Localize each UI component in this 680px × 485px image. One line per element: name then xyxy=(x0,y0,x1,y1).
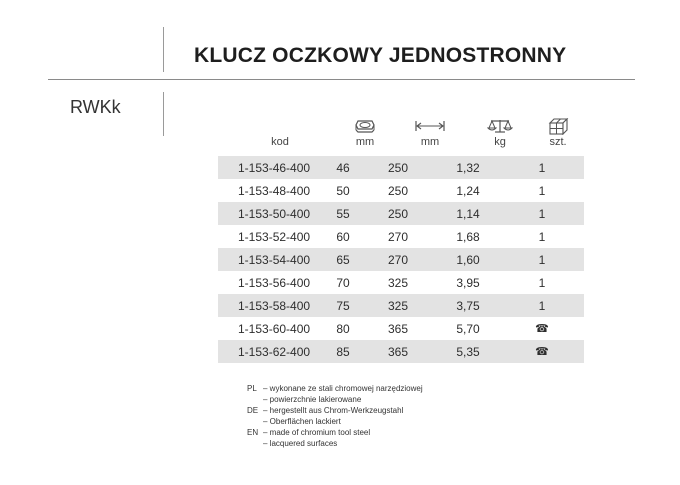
cell-mm1: 85 xyxy=(336,344,350,359)
table-row xyxy=(218,294,584,317)
table-row xyxy=(218,340,584,363)
cell-mm1: 46 xyxy=(336,160,350,175)
cell-mm1: 50 xyxy=(336,183,350,198)
header-kod-label: kod xyxy=(271,136,289,148)
cell-mm2: 250 xyxy=(387,206,409,221)
title-rule xyxy=(48,79,635,80)
cell-kg: 1,14 xyxy=(456,206,480,221)
cell-kg: 5,35 xyxy=(456,344,480,359)
cell-kod: 1-153-54-400 xyxy=(238,252,311,267)
cell-mm2: 325 xyxy=(387,275,409,290)
cell-mm2: 270 xyxy=(387,229,409,244)
header-mm2-label: mm xyxy=(420,136,440,148)
header-mm1-label: mm xyxy=(355,136,375,148)
note-lang: PL xyxy=(247,384,257,393)
header-szt xyxy=(538,118,578,152)
divider-top xyxy=(163,27,164,72)
table-row xyxy=(218,271,584,294)
note-line xyxy=(247,438,423,449)
note-text: – powierzchnie lakierowane xyxy=(263,395,362,404)
cell-mm1: 75 xyxy=(336,298,350,313)
cell-szt: 1 xyxy=(538,229,546,244)
cell-szt: 1 xyxy=(538,206,546,221)
table-row xyxy=(218,156,584,179)
cell-mm2: 365 xyxy=(387,344,409,359)
page-title: KLUCZ OCZKOWY JEDNOSTRONNY xyxy=(194,44,567,67)
cell-mm2: 270 xyxy=(387,252,409,267)
header-szt-label: szt. xyxy=(549,136,567,148)
note-line xyxy=(247,383,423,394)
cell-mm1: 60 xyxy=(336,229,350,244)
cell-mm2: 325 xyxy=(387,298,409,313)
table-row xyxy=(218,225,584,248)
note-line xyxy=(247,416,423,427)
nut-icon xyxy=(345,118,385,136)
cell-kod: 1-153-58-400 xyxy=(238,298,311,313)
table-row xyxy=(218,248,584,271)
note-lang: EN xyxy=(247,428,259,437)
cell-kg: 1,24 xyxy=(456,183,480,198)
scale-icon xyxy=(480,118,520,136)
cell-kg: 1,32 xyxy=(456,160,480,175)
note-line xyxy=(247,405,423,416)
cell-mm2: 250 xyxy=(387,183,409,198)
material-notes xyxy=(247,383,423,449)
header-mm-length xyxy=(410,118,450,152)
cell-kod: 1-153-56-400 xyxy=(238,275,311,290)
cell-kod: 1-153-62-400 xyxy=(238,344,311,359)
cell-mm2: 365 xyxy=(387,321,409,336)
cell-kod: 1-153-46-400 xyxy=(238,160,311,175)
data-table xyxy=(218,156,584,363)
cell-kg: 3,95 xyxy=(456,275,480,290)
header-kg-label: kg xyxy=(494,136,506,148)
cell-szt: 1 xyxy=(538,275,546,290)
divider-bottom xyxy=(163,92,164,136)
note-text: – Oberflächen lackiert xyxy=(263,417,341,426)
box-icon xyxy=(538,118,578,136)
cell-kod: 1-153-52-400 xyxy=(238,229,311,244)
cell-szt: 1 xyxy=(538,183,546,198)
note-lang: DE xyxy=(247,406,259,415)
note-text: – lacquered surfaces xyxy=(263,439,338,448)
note-text: – hergestellt aus Chrom-Werkzeugstahl xyxy=(263,406,404,415)
cell-mm1: 55 xyxy=(336,206,350,221)
note-lang xyxy=(247,438,263,449)
header-kod xyxy=(250,118,310,152)
table-row xyxy=(218,202,584,225)
header-kg xyxy=(480,118,520,152)
note-lang xyxy=(247,416,263,427)
cell-szt: 1 xyxy=(538,298,546,313)
note-text: – wykonane ze stali chromowej narzędziowej xyxy=(263,384,423,393)
cell-mm1: 70 xyxy=(336,275,350,290)
note-line xyxy=(247,427,423,438)
cell-mm2: 250 xyxy=(387,160,409,175)
cell-szt: 1 xyxy=(538,160,546,175)
cell-kg: 1,68 xyxy=(456,229,480,244)
note-text: – made of chromium tool steel xyxy=(263,428,371,437)
product-code-label: RWKk xyxy=(70,97,121,117)
cell-kod: 1-153-48-400 xyxy=(238,183,311,198)
note-lang xyxy=(247,394,263,405)
cell-kg: 5,70 xyxy=(456,321,480,336)
cell-kod: 1-153-60-400 xyxy=(238,321,311,336)
cell-mm1: 65 xyxy=(336,252,350,267)
cell-kod: 1-153-50-400 xyxy=(238,206,311,221)
cell-mm1: 80 xyxy=(336,321,350,336)
cell-szt: 1 xyxy=(538,252,546,267)
length-arrow-icon xyxy=(410,118,450,136)
cell-kg: 1,60 xyxy=(456,252,480,267)
table-row xyxy=(218,179,584,202)
phone-icon: ☎ xyxy=(535,346,549,358)
note-line xyxy=(247,394,423,405)
cell-kg: 3,75 xyxy=(456,298,480,313)
header-mm-nut xyxy=(345,118,385,152)
table-row xyxy=(218,317,584,340)
phone-icon: ☎ xyxy=(535,323,549,335)
